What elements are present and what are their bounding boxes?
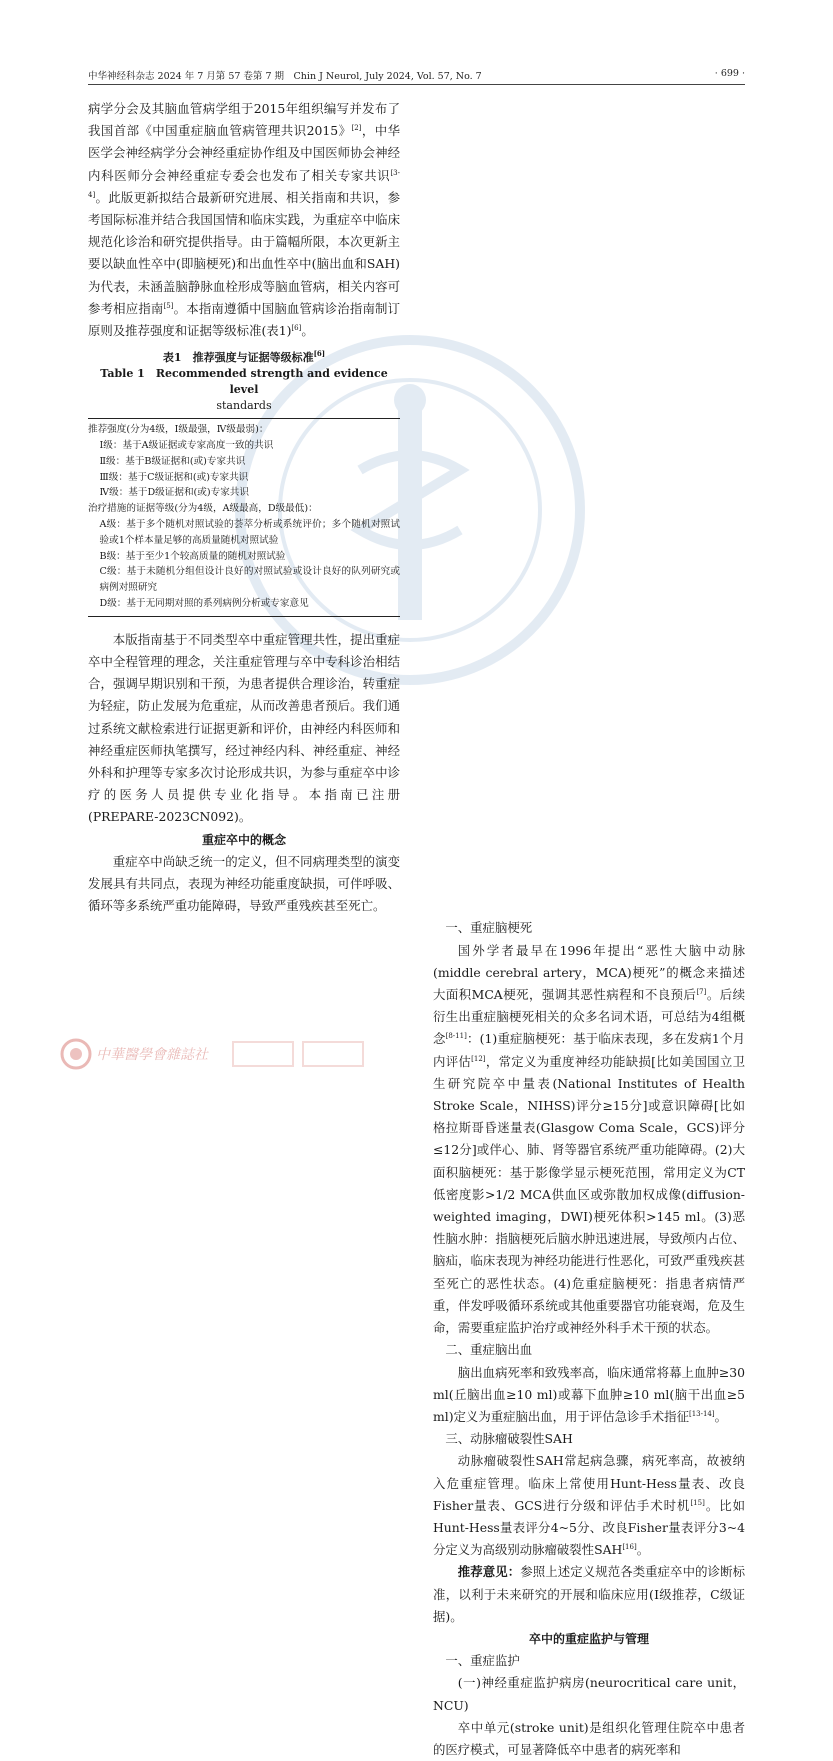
- right-column: [433, 917, 745, 1761]
- severe-hemorrhage-paragraph: 脑出血病死率和致残率高，临床通常将幕上血肿≥30 ml(丘脑出血≥10 ml)或幕下血肿≥10 ml(脑干出血≥5 ml)定义为重症脑出血，用于评估急诊手术指征[13-14]。: [433, 1364, 745, 1424]
- table-row: Ⅱ级：基于B级证据和(或)专家共识: [99, 455, 246, 467]
- evidence-table: [88, 350, 400, 617]
- concept-paragraph: 重症卒中尚缺乏统一的定义，但不同病理类型的演变发展具有共同点，表现为神经功能重度缺损，可伴呼吸、循环等多系统严重功能障碍，导致严重残疾甚至死亡。: [88, 853, 400, 914]
- page-number: · 699 ·: [714, 68, 745, 79]
- svg-text:中華醫學會雜誌社: 中華醫學會雜誌社: [96, 1047, 208, 1063]
- heading-aneurysmal-sah: 三、动脉瘤破裂性SAH: [445, 1431, 573, 1447]
- severe-infarction-paragraph: 国外学者最早在1996年提出“恶性大脑中动脉(middle cerebral artery，MCA)梗死”的概念来描述大面积MCA梗死，强调其恶性病程和不良预后[7]。后续衍生出重症脑梗死相关的众多名词术语，可总结为4组概念[8-11]：(1)重症脑梗死：基于临床表现，多在发病1个月内评估[12]，常定义为重度神经功能缺损[比如美国国立卫生研究院卒中量表(National Institutes of Health Stroke Scale，NIHSS)评分≥15分]或意识障碍[比如格拉斯哥昏迷量表(Glasgow Coma Scale，GCS)评分≤12分]或伴心、肺、肾等器官系统严重功能障碍。(2)大面积脑梗死：基于影像学显示梗死范围，常用定义为CT低密度影>1/2 MCA供血区或弥散加权成像(diffusion-weighted imaging，DWI)梗死体积>145 ml。(3)恶性脑水肿：指脑梗死后脑水肿迅速进展，导致颅内占位、脑疝，临床表现为神经功能进行性恶化，可致严重残疾甚至死亡的恶性状态。(4)危重症脑梗死：指患者病情严重，伴发呼吸循环系统或其他重要器官功能衰竭，危及生命，需要重症监护治疗或神经外科手术干预的状态。: [433, 942, 746, 1336]
- table-row: A级：基于多个随机对照试验的荟萃分析或系统评价；多个随机对照试验或1个样本量足够的高质量随机对照试验: [99, 519, 400, 546]
- journal-citation: 中华神经科杂志 2024 年 7 月第 57 卷第 7 期 Chin J Neurol, July 2024, Vol. 57, No. 7: [88, 71, 482, 82]
- table-row: C级：基于未随机分组但设计良好的对照试验或设计良好的队列研究或病例对照研究: [99, 566, 400, 594]
- heading-intensive-monitoring: 一、重症监护: [445, 1653, 520, 1669]
- heading-severe-hemorrhage: 二、重症脑出血: [445, 1342, 533, 1358]
- aneurysmal-sah-paragraph: 动脉瘤破裂性SAH常起病急骤，病死率高，故被纳入危重症管理。临床上常使用Hunt-Hess量表、改良Fisher量表、GCS进行分级和评估手术时机[15]。比如Hunt-Hess量表评分4~5分、改良Fisher量表评分3~4分定义为高级别动脉瘤破裂性SAH[16]。: [433, 1453, 745, 1558]
- table-row: D级：基于无同期对照的系列病例分析或专家意见: [99, 598, 309, 609]
- heading-ncu: (一)神经重症监护病房(neurocritical care unit，NCU): [433, 1675, 745, 1713]
- recommendation-paragraph: 推荐意见：参照上述定义规范各类重症卒中的诊断标准，以利于未来研究的开展和临床应用(Ⅰ级推荐，C级证据)。: [433, 1564, 746, 1624]
- table-row: 治疗措施的证据等级(分为4级，A级最高，D级最低)：: [88, 503, 318, 515]
- table-row: 推荐强度(分为4级，Ⅰ级最强，Ⅳ级最弱)：: [88, 424, 269, 436]
- table-row: Ⅳ级：基于D级证据和(或)专家共识: [99, 487, 249, 499]
- stroke-unit-paragraph: 卒中单元(stroke unit)是组织化管理住院卒中患者的医疗模式，可显著降低卒中患者的病死率和: [433, 1719, 745, 1757]
- running-header: [88, 66, 745, 85]
- table-body: [88, 418, 400, 617]
- guideline-overview-paragraph: 本版指南基于不同类型卒中重症管理共性，提出重症卒中全程管理的理念，关注重症管理与卒中专科诊治相结合，强调早期识别和干预，为患者提供合理诊治，转重症为轻症，防止发展为危重症，从而改善患者预后。我们通过系统文献检索进行证据更新和评价，由神经内科医师和神经重症医师执笔撰写，经过神经内科、神经重症、神经外科和护理等专家多次讨论形成共识，为参与重症卒中诊疗的医务人员提供专业化指导。本指南已注册(PREPARE-2023CN092)。: [88, 631, 400, 825]
- heading-severe-infarction: 一、重症脑梗死: [445, 920, 533, 936]
- table-row: Ⅰ级：基于A级证据或专家高度一致的共识: [99, 440, 274, 452]
- section-title-monitoring: 卒中的重症监护与管理: [528, 1631, 649, 1646]
- left-column: [88, 98, 400, 917]
- table-row: Ⅲ级：基于C级证据和(或)专家共识: [99, 471, 249, 483]
- table-row: B级：基于至少1个较高质量的随机对照试验: [99, 550, 286, 562]
- table-title-en: Table 1 Recommended strength and evidence level: [100, 367, 388, 397]
- table-title-cn: 表1 推荐强度与证据等级标准[6]: [162, 349, 326, 365]
- section-title-concept: 重症卒中的概念: [201, 832, 286, 847]
- table-title-en-2: standards: [216, 399, 272, 413]
- publisher-logo-icon: [58, 1034, 388, 1074]
- intro-paragraph: 病学分会及其脑血管病学组于2015年组织编写并发布了我国首部《中国重症脑血管病管理共识2015》[2]，中华医学会神经病学分会神经重症协作组及中国医师协会神经内科医师分会神经重症专委会也发布了相关专家共识[3-4]。此版更新拟结合最新研究进展、相关指南和共识，参考国际标准并结合我国国情和临床实践，为重症卒中临床规范化诊治和研究提供指导。由于篇幅所限，本次更新主要以缺血性卒中(即脑梗死)和出血性卒中(脑出血和SAH)为代表，未涵盖脑静脉血栓形成等脑血管病，相关内容可参考相应指南[5]。本指南遵循中国脑血管病诊治指南制订原则及推荐强度和证据等级标准(表1)[6]。: [88, 101, 401, 339]
